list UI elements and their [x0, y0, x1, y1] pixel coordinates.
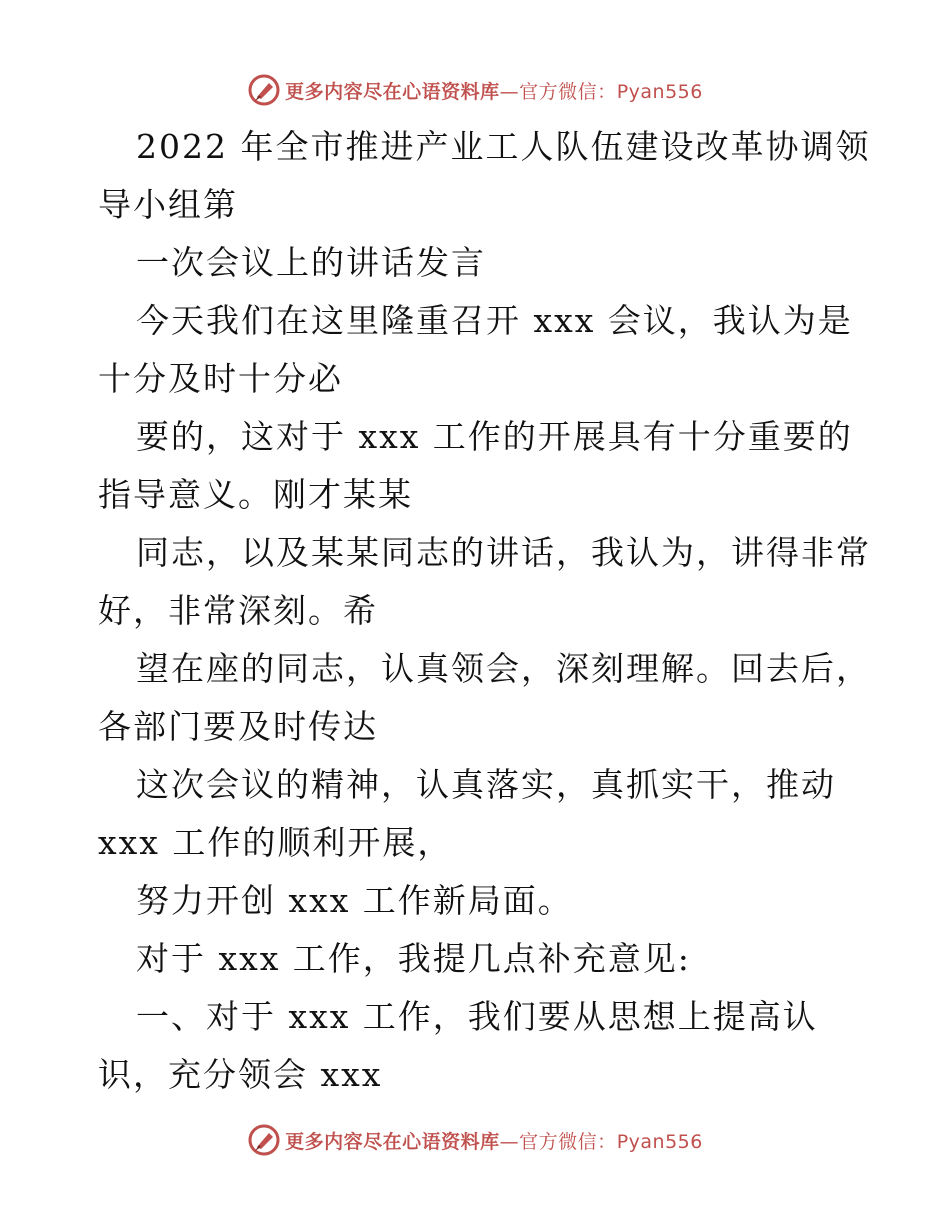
- watermark-wechat-id: Pyan556: [616, 80, 703, 103]
- watermark-wechat-id: Pyan556: [616, 1130, 703, 1153]
- text-line: 对于 xxx 工作，我提几点补充意见:: [136, 939, 691, 978]
- pen-nib-logo-icon: [247, 1123, 281, 1157]
- text-line: 这次会议的精神，认真落实，真抓实干，推动: [136, 765, 836, 804]
- text-line: 好，非常深刻。希: [98, 591, 378, 630]
- document-body: [98, 118, 871, 1104]
- text-line: 今天我们在这里隆重召开 xxx 会议，我认为是: [136, 301, 853, 340]
- watermark-text: [285, 1127, 703, 1154]
- watermark-main-text: 更多内容尽在心语资料库: [285, 1130, 500, 1153]
- text-line: 望在座的同志，认真领会，深刻理解。回去后，: [136, 649, 871, 688]
- footer-watermark-banner: [0, 1120, 950, 1160]
- text-line: 2022 年全市推进产业工人队伍建设改革协调领: [136, 127, 871, 166]
- text-line: 识，充分领会 xxx: [98, 1055, 383, 1094]
- watermark-main-text: 更多内容尽在心语资料库: [285, 80, 500, 103]
- text-line: 十分及时十分必: [98, 359, 343, 398]
- watermark-dash: —: [499, 80, 520, 103]
- text-line: xxx 工作的顺利开展，: [98, 823, 453, 862]
- text-line: 一次会议上的讲话发言: [136, 243, 486, 282]
- watermark-dash: —: [499, 1130, 520, 1153]
- text-line: 一、对于 xxx 工作，我们要从思想上提高认: [136, 997, 818, 1036]
- text-line: 努力开创 xxx 工作新局面。: [136, 881, 573, 920]
- text-line: 指导意义。刚才某某: [98, 475, 413, 514]
- watermark-wechat-label: 官方微信：: [519, 80, 617, 103]
- header-watermark-banner: [0, 70, 950, 110]
- watermark-text: [285, 77, 703, 104]
- text-line: 要的，这对于 xxx 工作的开展具有十分重要的: [136, 417, 853, 456]
- text-line: 各部门要及时传达: [98, 707, 378, 746]
- pen-nib-logo-icon: [247, 73, 281, 107]
- text-line: 同志，以及某某同志的讲话，我认为，讲得非常: [136, 533, 871, 572]
- watermark-wechat-label: 官方微信：: [519, 1130, 617, 1153]
- text-line: 导小组第: [98, 185, 238, 224]
